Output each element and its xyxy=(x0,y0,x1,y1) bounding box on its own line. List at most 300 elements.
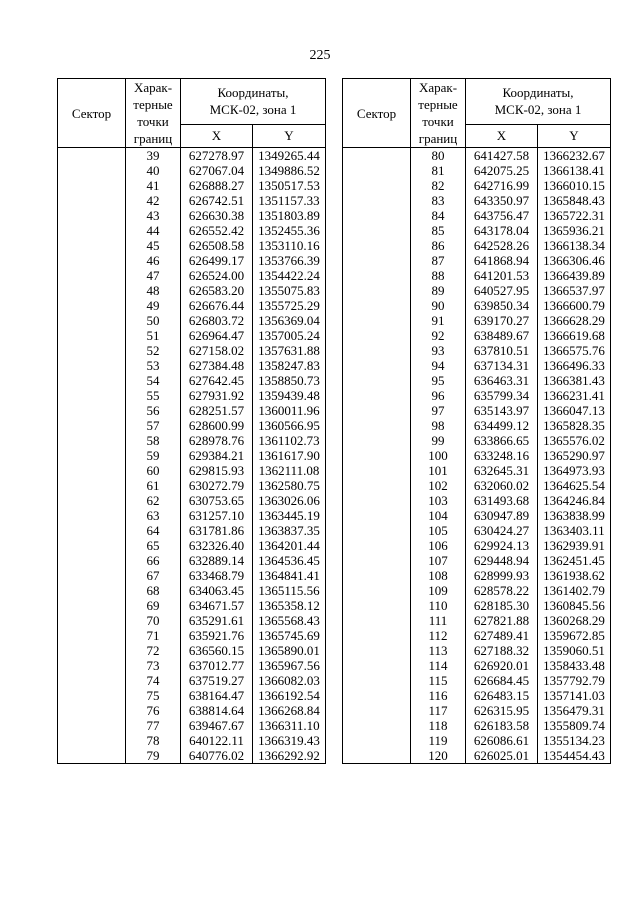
x-coordinate-cell: 638814.64 xyxy=(181,703,253,718)
y-coordinate-cell: 1349886.52 xyxy=(253,163,326,178)
table-row xyxy=(343,748,611,764)
table-row xyxy=(58,718,326,733)
y-coordinate-cell: 1363026.06 xyxy=(253,493,326,508)
table-row xyxy=(58,373,326,388)
sector-cell xyxy=(343,178,411,193)
x-coordinate-cell: 631781.86 xyxy=(181,523,253,538)
point-number-cell: 55 xyxy=(126,388,181,403)
x-coordinate-cell: 634671.57 xyxy=(181,598,253,613)
x-coordinate-cell: 642716.99 xyxy=(466,178,538,193)
x-coordinate-cell: 628185.30 xyxy=(466,598,538,613)
point-number-cell: 62 xyxy=(126,493,181,508)
y-coordinate-cell: 1366268.84 xyxy=(253,703,326,718)
table-row xyxy=(58,478,326,493)
table-row xyxy=(343,583,611,598)
y-coordinate-cell: 1361402.79 xyxy=(538,583,611,598)
y-coordinate-cell: 1357792.79 xyxy=(538,673,611,688)
table-row xyxy=(58,328,326,343)
x-coordinate-cell: 640776.02 xyxy=(181,748,253,764)
x-coordinate-cell: 627067.04 xyxy=(181,163,253,178)
sector-cell xyxy=(58,418,126,433)
sector-cell xyxy=(343,163,411,178)
x-coordinate-cell: 626483.15 xyxy=(466,688,538,703)
table-row xyxy=(58,388,326,403)
x-coordinate-cell: 640527.95 xyxy=(466,283,538,298)
x-coordinate-cell: 643350.97 xyxy=(466,193,538,208)
point-number-cell: 61 xyxy=(126,478,181,493)
y-coordinate-cell: 1349265.44 xyxy=(253,148,326,164)
sector-cell xyxy=(343,613,411,628)
point-number-cell: 105 xyxy=(411,523,466,538)
point-number-cell: 87 xyxy=(411,253,466,268)
table-row xyxy=(58,703,326,718)
y-header: Y xyxy=(538,124,611,147)
sector-cell xyxy=(58,733,126,748)
table-row xyxy=(58,673,326,688)
table-row xyxy=(343,268,611,283)
point-number-cell: 74 xyxy=(126,673,181,688)
table-row xyxy=(58,628,326,643)
sector-cell xyxy=(343,223,411,238)
sector-cell xyxy=(343,268,411,283)
x-coordinate-cell: 633866.65 xyxy=(466,433,538,448)
x-coordinate-cell: 627489.41 xyxy=(466,628,538,643)
table-row xyxy=(58,553,326,568)
table-row xyxy=(343,163,611,178)
sector-cell xyxy=(343,193,411,208)
sector-cell xyxy=(343,568,411,583)
sector-cell xyxy=(343,433,411,448)
table-row xyxy=(343,703,611,718)
y-coordinate-cell: 1365568.43 xyxy=(253,613,326,628)
table-row xyxy=(58,598,326,613)
x-coordinate-cell: 635799.34 xyxy=(466,388,538,403)
y-coordinate-cell: 1365722.31 xyxy=(538,208,611,223)
point-number-cell: 49 xyxy=(126,298,181,313)
sector-cell xyxy=(58,268,126,283)
sector-cell xyxy=(343,328,411,343)
x-coordinate-cell: 628600.99 xyxy=(181,418,253,433)
point-number-cell: 118 xyxy=(411,718,466,733)
y-coordinate-cell: 1356369.04 xyxy=(253,313,326,328)
y-coordinate-cell: 1366010.15 xyxy=(538,178,611,193)
table-row xyxy=(343,223,611,238)
y-coordinate-cell: 1364536.45 xyxy=(253,553,326,568)
sector-cell xyxy=(58,703,126,718)
sector-cell xyxy=(58,583,126,598)
table-row xyxy=(343,328,611,343)
table-row xyxy=(343,718,611,733)
x-coordinate-cell: 626742.51 xyxy=(181,193,253,208)
y-coordinate-cell: 1362580.75 xyxy=(253,478,326,493)
table-row xyxy=(58,583,326,598)
x-coordinate-cell: 626583.20 xyxy=(181,283,253,298)
y-coordinate-cell: 1365576.02 xyxy=(538,433,611,448)
table-row xyxy=(343,148,611,164)
point-number-cell: 50 xyxy=(126,313,181,328)
y-coordinate-cell: 1354422.24 xyxy=(253,268,326,283)
table-row xyxy=(343,253,611,268)
x-coordinate-cell: 626552.42 xyxy=(181,223,253,238)
y-coordinate-cell: 1366619.68 xyxy=(538,328,611,343)
y-coordinate-cell: 1366138.41 xyxy=(538,163,611,178)
x-coordinate-cell: 632645.31 xyxy=(466,463,538,478)
y-coordinate-cell: 1365848.43 xyxy=(538,193,611,208)
x-coordinate-cell: 628578.22 xyxy=(466,583,538,598)
table-row xyxy=(58,418,326,433)
x-coordinate-cell: 630947.89 xyxy=(466,508,538,523)
table-row xyxy=(343,388,611,403)
y-coordinate-cell: 1365745.69 xyxy=(253,628,326,643)
x-coordinate-cell: 630424.27 xyxy=(466,523,538,538)
x-coordinate-cell: 643756.47 xyxy=(466,208,538,223)
point-number-cell: 107 xyxy=(411,553,466,568)
sector-cell xyxy=(58,658,126,673)
y-coordinate-cell: 1354454.43 xyxy=(538,748,611,764)
table-row xyxy=(343,463,611,478)
point-number-cell: 112 xyxy=(411,628,466,643)
point-number-cell: 75 xyxy=(126,688,181,703)
y-coordinate-cell: 1366231.41 xyxy=(538,388,611,403)
x-coordinate-cell: 627384.48 xyxy=(181,358,253,373)
sector-cell xyxy=(58,598,126,613)
table-body xyxy=(58,148,326,764)
point-number-cell: 111 xyxy=(411,613,466,628)
x-coordinate-cell: 642075.25 xyxy=(466,163,538,178)
x-coordinate-cell: 641201.53 xyxy=(466,268,538,283)
point-number-cell: 113 xyxy=(411,643,466,658)
sector-cell xyxy=(58,193,126,208)
y-coordinate-cell: 1365358.12 xyxy=(253,598,326,613)
y-coordinate-cell: 1364625.54 xyxy=(538,478,611,493)
y-coordinate-cell: 1365936.21 xyxy=(538,223,611,238)
point-number-cell: 95 xyxy=(411,373,466,388)
sector-cell xyxy=(343,703,411,718)
y-coordinate-cell: 1358850.73 xyxy=(253,373,326,388)
x-coordinate-cell: 626920.01 xyxy=(466,658,538,673)
x-coordinate-cell: 626086.61 xyxy=(466,733,538,748)
y-coordinate-cell: 1360011.96 xyxy=(253,403,326,418)
x-coordinate-cell: 634499.12 xyxy=(466,418,538,433)
y-coordinate-cell: 1366192.54 xyxy=(253,688,326,703)
x-coordinate-cell: 639170.27 xyxy=(466,313,538,328)
table-row xyxy=(343,493,611,508)
x-coordinate-cell: 629924.13 xyxy=(466,538,538,553)
point-number-cell: 77 xyxy=(126,718,181,733)
point-number-cell: 43 xyxy=(126,208,181,223)
sector-cell xyxy=(58,613,126,628)
point-number-cell: 64 xyxy=(126,523,181,538)
table-row xyxy=(343,553,611,568)
table-row xyxy=(343,508,611,523)
point-number-cell: 86 xyxy=(411,238,466,253)
point-number-cell: 82 xyxy=(411,178,466,193)
table-row xyxy=(343,448,611,463)
point-number-cell: 97 xyxy=(411,403,466,418)
x-coordinate-cell: 639467.67 xyxy=(181,718,253,733)
x-coordinate-cell: 628978.76 xyxy=(181,433,253,448)
point-number-cell: 56 xyxy=(126,403,181,418)
point-number-cell: 93 xyxy=(411,343,466,358)
sector-cell xyxy=(58,148,126,164)
y-coordinate-cell: 1366047.13 xyxy=(538,403,611,418)
sector-cell xyxy=(58,433,126,448)
points-header: Харак- терные точки границ xyxy=(126,79,181,148)
point-number-cell: 91 xyxy=(411,313,466,328)
point-number-cell: 44 xyxy=(126,223,181,238)
y-coordinate-cell: 1366232.67 xyxy=(538,148,611,164)
sector-cell xyxy=(58,538,126,553)
point-number-cell: 103 xyxy=(411,493,466,508)
point-number-cell: 104 xyxy=(411,508,466,523)
y-coordinate-cell: 1355809.74 xyxy=(538,718,611,733)
point-number-cell: 119 xyxy=(411,733,466,748)
x-coordinate-cell: 640122.11 xyxy=(181,733,253,748)
table-row xyxy=(58,193,326,208)
x-coordinate-cell: 635921.76 xyxy=(181,628,253,643)
y-coordinate-cell: 1362451.45 xyxy=(538,553,611,568)
sector-cell xyxy=(343,478,411,493)
y-coordinate-cell: 1353110.16 xyxy=(253,238,326,253)
sector-cell xyxy=(58,238,126,253)
coordinates-table-left xyxy=(57,78,326,764)
sector-cell xyxy=(343,148,411,164)
sector-cell xyxy=(58,253,126,268)
y-coordinate-cell: 1360566.95 xyxy=(253,418,326,433)
sector-cell xyxy=(343,643,411,658)
table-row xyxy=(58,403,326,418)
table-row xyxy=(58,283,326,298)
x-coordinate-cell: 627821.88 xyxy=(466,613,538,628)
table-row xyxy=(343,643,611,658)
y-coordinate-cell: 1366306.46 xyxy=(538,253,611,268)
x-coordinate-cell: 637810.51 xyxy=(466,343,538,358)
x-coordinate-cell: 627931.92 xyxy=(181,388,253,403)
x-coordinate-cell: 641427.58 xyxy=(466,148,538,164)
x-coordinate-cell: 632060.02 xyxy=(466,478,538,493)
point-number-cell: 67 xyxy=(126,568,181,583)
point-number-cell: 84 xyxy=(411,208,466,223)
x-coordinate-cell: 627278.97 xyxy=(181,148,253,164)
sector-header: Сектор xyxy=(343,79,411,148)
x-coordinate-cell: 629448.94 xyxy=(466,553,538,568)
y-coordinate-cell: 1366138.34 xyxy=(538,238,611,253)
y-coordinate-cell: 1361617.90 xyxy=(253,448,326,463)
sector-cell xyxy=(343,628,411,643)
point-number-cell: 100 xyxy=(411,448,466,463)
sector-cell xyxy=(58,553,126,568)
page-number: 225 xyxy=(309,48,331,63)
y-coordinate-cell: 1364841.41 xyxy=(253,568,326,583)
y-coordinate-cell: 1365115.56 xyxy=(253,583,326,598)
y-coordinate-cell: 1359060.51 xyxy=(538,643,611,658)
y-coordinate-cell: 1366319.43 xyxy=(253,733,326,748)
y-coordinate-cell: 1351157.33 xyxy=(253,193,326,208)
y-coordinate-cell: 1357631.88 xyxy=(253,343,326,358)
point-number-cell: 57 xyxy=(126,418,181,433)
sector-cell xyxy=(343,598,411,613)
x-coordinate-cell: 628251.57 xyxy=(181,403,253,418)
y-coordinate-cell: 1366537.97 xyxy=(538,283,611,298)
x-coordinate-cell: 627188.32 xyxy=(466,643,538,658)
y-coordinate-cell: 1366292.92 xyxy=(253,748,326,764)
x-coordinate-cell: 637134.31 xyxy=(466,358,538,373)
table-row xyxy=(58,313,326,328)
table-row xyxy=(343,598,611,613)
table-row xyxy=(58,223,326,238)
x-coordinate-cell: 626183.58 xyxy=(466,718,538,733)
point-number-cell: 85 xyxy=(411,223,466,238)
x-coordinate-cell: 633248.16 xyxy=(466,448,538,463)
table-row xyxy=(58,298,326,313)
table-row xyxy=(343,418,611,433)
y-coordinate-cell: 1361102.73 xyxy=(253,433,326,448)
point-number-cell: 47 xyxy=(126,268,181,283)
table-row xyxy=(58,208,326,223)
y-coordinate-cell: 1352455.36 xyxy=(253,223,326,238)
y-coordinate-cell: 1366381.43 xyxy=(538,373,611,388)
x-coordinate-cell: 632889.14 xyxy=(181,553,253,568)
y-coordinate-cell: 1357141.03 xyxy=(538,688,611,703)
point-number-cell: 76 xyxy=(126,703,181,718)
point-number-cell: 66 xyxy=(126,553,181,568)
point-number-cell: 65 xyxy=(126,538,181,553)
table-row xyxy=(58,613,326,628)
y-coordinate-cell: 1353766.39 xyxy=(253,253,326,268)
point-number-cell: 110 xyxy=(411,598,466,613)
table-row xyxy=(58,658,326,673)
x-coordinate-cell: 635143.97 xyxy=(466,403,538,418)
point-number-cell: 114 xyxy=(411,658,466,673)
y-coordinate-cell: 1365828.35 xyxy=(538,418,611,433)
y-coordinate-cell: 1365290.97 xyxy=(538,448,611,463)
table-row xyxy=(58,733,326,748)
point-number-cell: 120 xyxy=(411,748,466,764)
point-number-cell: 78 xyxy=(126,733,181,748)
x-coordinate-cell: 626803.72 xyxy=(181,313,253,328)
sector-cell xyxy=(343,463,411,478)
y-coordinate-cell: 1355134.23 xyxy=(538,733,611,748)
y-coordinate-cell: 1366311.10 xyxy=(253,718,326,733)
x-coordinate-cell: 626315.95 xyxy=(466,703,538,718)
coordinates-table-right xyxy=(342,78,611,764)
sector-cell xyxy=(58,313,126,328)
x-coordinate-cell: 626025.01 xyxy=(466,748,538,764)
point-number-cell: 60 xyxy=(126,463,181,478)
x-coordinate-cell: 637519.27 xyxy=(181,673,253,688)
sector-cell xyxy=(58,673,126,688)
table-row xyxy=(343,238,611,253)
x-coordinate-cell: 634063.45 xyxy=(181,583,253,598)
x-coordinate-cell: 641868.94 xyxy=(466,253,538,268)
sector-cell xyxy=(58,508,126,523)
point-number-cell: 115 xyxy=(411,673,466,688)
coordinates-header: Координаты, МСК-02, зона 1 xyxy=(181,79,326,125)
table-row xyxy=(343,358,611,373)
point-number-cell: 58 xyxy=(126,433,181,448)
x-coordinate-cell: 632326.40 xyxy=(181,538,253,553)
sector-cell xyxy=(58,478,126,493)
point-number-cell: 71 xyxy=(126,628,181,643)
point-number-cell: 51 xyxy=(126,328,181,343)
sector-cell xyxy=(343,733,411,748)
sector-cell xyxy=(58,328,126,343)
point-number-cell: 39 xyxy=(126,148,181,164)
sector-cell xyxy=(58,688,126,703)
y-coordinate-cell: 1363837.35 xyxy=(253,523,326,538)
x-coordinate-cell: 627158.02 xyxy=(181,343,253,358)
sector-cell xyxy=(58,223,126,238)
point-number-cell: 48 xyxy=(126,283,181,298)
sector-cell xyxy=(343,718,411,733)
y-coordinate-cell: 1362939.91 xyxy=(538,538,611,553)
table-row xyxy=(58,523,326,538)
point-number-cell: 45 xyxy=(126,238,181,253)
table-row xyxy=(343,523,611,538)
sector-cell xyxy=(58,208,126,223)
table-row xyxy=(343,343,611,358)
x-coordinate-cell: 626524.00 xyxy=(181,268,253,283)
sector-cell xyxy=(343,313,411,328)
sector-cell xyxy=(343,298,411,313)
sector-cell xyxy=(343,448,411,463)
sector-cell xyxy=(58,568,126,583)
point-number-cell: 90 xyxy=(411,298,466,313)
table-row xyxy=(58,268,326,283)
table-row xyxy=(343,193,611,208)
table-row xyxy=(58,748,326,764)
point-number-cell: 73 xyxy=(126,658,181,673)
sector-cell xyxy=(58,463,126,478)
point-number-cell: 54 xyxy=(126,373,181,388)
x-coordinate-cell: 626630.38 xyxy=(181,208,253,223)
point-number-cell: 98 xyxy=(411,418,466,433)
sector-cell xyxy=(343,403,411,418)
point-number-cell: 42 xyxy=(126,193,181,208)
table-row xyxy=(343,538,611,553)
point-number-cell: 116 xyxy=(411,688,466,703)
sector-cell xyxy=(343,583,411,598)
sector-cell xyxy=(58,493,126,508)
table-row xyxy=(58,463,326,478)
table-row xyxy=(58,253,326,268)
y-coordinate-cell: 1366575.76 xyxy=(538,343,611,358)
table-row xyxy=(343,628,611,643)
point-number-cell: 70 xyxy=(126,613,181,628)
table-row xyxy=(343,433,611,448)
y-header: Y xyxy=(253,124,326,147)
sector-cell xyxy=(343,538,411,553)
point-number-cell: 46 xyxy=(126,253,181,268)
x-coordinate-cell: 633468.79 xyxy=(181,568,253,583)
sector-cell xyxy=(58,178,126,193)
sector-cell xyxy=(343,358,411,373)
sector-cell xyxy=(343,418,411,433)
table-row xyxy=(58,508,326,523)
x-coordinate-cell: 629384.21 xyxy=(181,448,253,463)
sector-cell xyxy=(58,718,126,733)
table-row xyxy=(343,373,611,388)
y-coordinate-cell: 1351803.89 xyxy=(253,208,326,223)
sector-cell xyxy=(343,508,411,523)
sector-cell xyxy=(343,493,411,508)
y-coordinate-cell: 1366600.79 xyxy=(538,298,611,313)
y-coordinate-cell: 1364201.44 xyxy=(253,538,326,553)
sector-cell xyxy=(58,403,126,418)
table-row xyxy=(58,568,326,583)
table-row xyxy=(343,478,611,493)
sector-cell xyxy=(343,673,411,688)
